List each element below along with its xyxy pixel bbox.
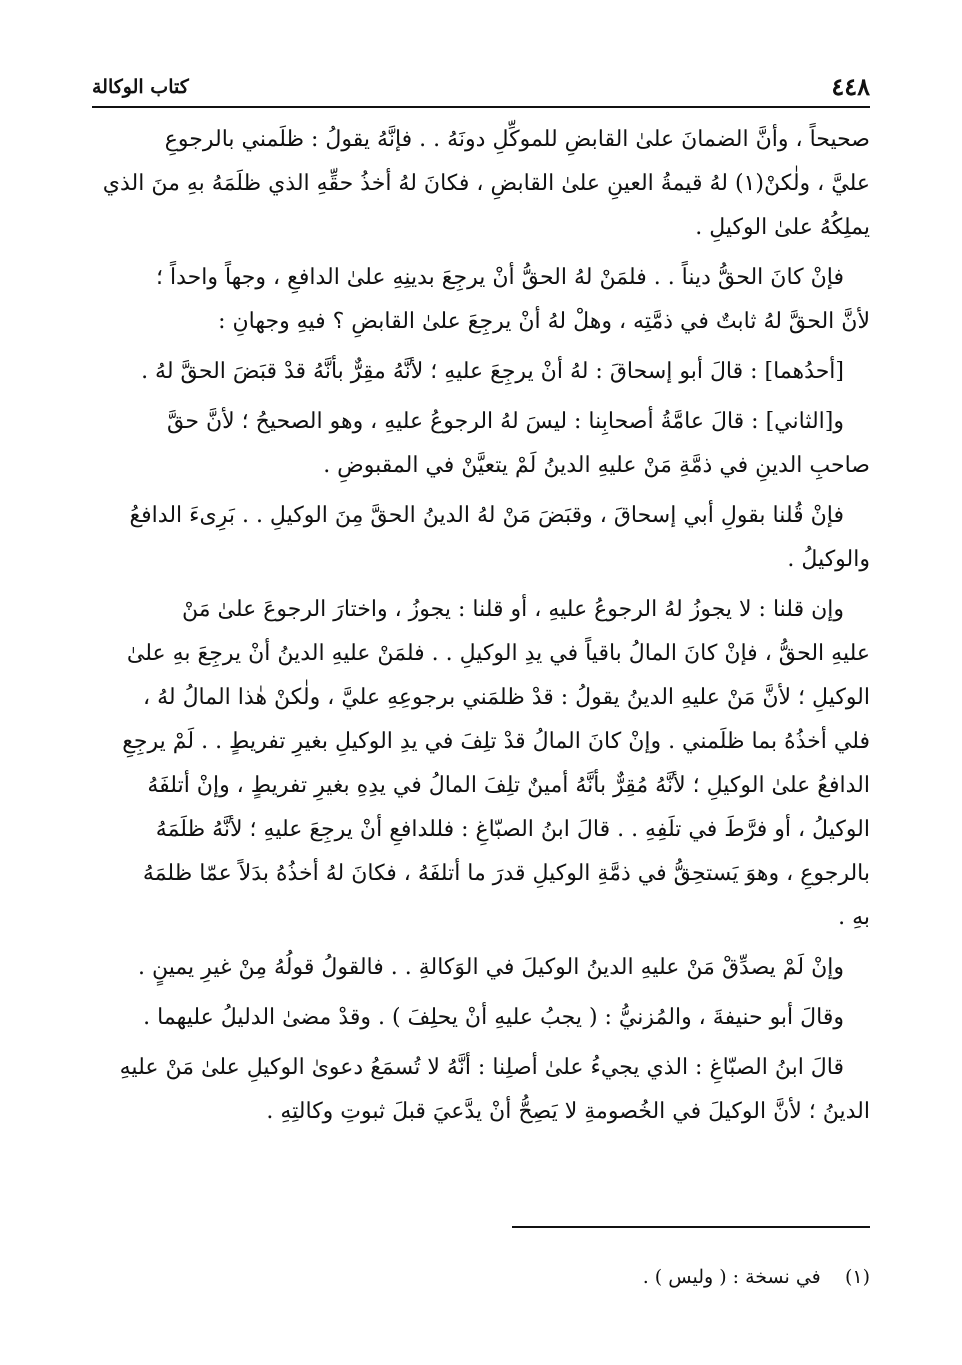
text-line: الدينُ ؛ لأنَّ الوكيلَ في الخُصومةِ لا يَصِحُّ أنْ يدَّعيَ قبلَ ثبوتِ وكالتِهِ . — [266, 1099, 870, 1124]
paragraph-3 — [92, 350, 870, 394]
text-line: فإنْ قُلنا بقولِ أبي إسحاقَ ، وقبَضَ مَنْ لهُ الدينُ الحقَّ مِنَ الوكيلِ . . بَرِىءَ الدافعُ — [129, 503, 844, 528]
paragraph-9 — [92, 1046, 870, 1134]
text-line: صحيحاً ، وأنَّ الضمانَ علىٰ القابضِ للموكِّلِ دونَهُ . . فإنَّهُ يقولُ : ظلَمني بالرجوعِ — [164, 127, 870, 152]
paragraph-8 — [92, 996, 870, 1040]
text-line: والوكيلُ . — [787, 547, 870, 572]
text-line: [أحدُهما] : قالَ أبو إسحاقَ : لهُ أنْ يرجِعَ عليهِ ؛ لأنَّهُ مقِرٌّ بأنَّهُ قدْ قبَضَ الحقَّ لهُ . — [141, 359, 844, 384]
text-line: بهِ . — [838, 905, 870, 930]
paragraph-1 — [92, 118, 870, 250]
text-line: عليهِ الحقُّ ، فإنْ كانَ المالُ باقياً في يدِ الوكيلِ . . فلمَنْ عليهِ الدينُ أنْ يرجِعَ بهِ علىٰ — [126, 641, 870, 666]
main-text — [92, 118, 870, 1140]
text-line: فإنْ كانَ الحقُّ ديناً . . فلمَنْ لهُ الحقُّ أنْ يرجِعَ بدينِهِ علىٰ الدافعِ ، وجهاً واحداً ؛ — [155, 265, 844, 290]
paragraph-2 — [92, 256, 870, 344]
book-title: كتاب الوكالة — [92, 76, 189, 98]
page-header — [92, 68, 870, 108]
text-line: وقالَ أبو حنيفةَ ، والمُزنيُّ : ( يجبُ عليهِ أنْ يحلِفَ ) . وقدْ مضىٰ الدليلُ عليهما . — [143, 1005, 844, 1030]
paragraph-6 — [92, 588, 870, 940]
text-line: صاحبِ الدينِ في ذمَّةِ مَنْ عليهِ الدينُ لَمْ يتعيَّنْ في المقبوضِ . — [323, 453, 870, 478]
text-line: قالَ ابنُ الصبّاغِ : الذي يجيءُ علىٰ أصلِنا : أنَّهُ لا تُسمَعُ دعوىٰ الوكيلِ علىٰ مَنْ عليهِ — [119, 1055, 844, 1080]
text-line: الوكيلُ ، أو فرَّطَ في تلَفِهِ . . قالَ ابنُ الصبّاغِ : فللدافعِ أنْ يرجِعَ عليهِ ؛ لأنَّهُ ظلَمَهُ — [155, 817, 870, 842]
paragraph-7 — [92, 946, 870, 990]
text-line: وإنْ لَمْ يصدِّقْ مَنْ عليهِ الدينُ الوكيلَ في الوَكالةِ . . فالقولُ قولُهُ مِنْ غيرِ يمينٍ . — [137, 955, 844, 980]
text-line: يملِكُهُ علىٰ الوكيلِ . — [695, 215, 870, 240]
footnote-separator — [512, 1226, 870, 1228]
paragraph-5 — [92, 494, 870, 582]
paragraph-4 — [92, 400, 870, 488]
text-line: وإن قلنا : لا يجوزُ لهُ الرجوعُ عليهِ ، أو قلنا : يجوزُ ، واختارَ الرجوعَ علىٰ مَنْ — [181, 597, 844, 622]
text-line: الدافعُ علىٰ الوكيلِ ؛ لأنَّهُ مُقِرٌّ بأنَّهُ أمينٌ تلِفَ المالُ في يدِهِ بغيرِ تفريطٍ ، وإنْ أتلفَهُ — [147, 773, 870, 798]
page-number: ٤٤٨ — [831, 72, 870, 101]
text-line: لأنَّ الحقَّ لهُ ثابتٌ في ذمَّتِه ، وهلْ لهُ أنْ يرجِعَ علىٰ القابضِ ؟ فيهِ وجهانِ : — [218, 309, 870, 334]
text-line: فلي أخذُهُ بما ظلَمني . وإنْ كانَ المالُ قدْ تلِفَ في يدِ الوكيلِ بغيرِ تفريطٍ . . لَمْ يرجِعِ — [122, 729, 870, 754]
footnote-marker: (١) — [844, 1266, 870, 1288]
text-line: عليَّ ، ولٰكنْ(١) لهُ قيمةُ العينِ علىٰ القابضِ ، فكانَ لهُ أخذُ حقِّهِ الذي ظلَمَهُ بهِ منَ الذي — [102, 171, 870, 196]
text-line: و[الثاني] : قالَ عامَّةُ أصحابِنا : ليسَ لهُ الرجوعُ عليهِ ، وهو الصحيحُ ؛ لأنَّ حقَّ — [167, 409, 844, 434]
footnote — [92, 1262, 870, 1292]
text-line: الوكيلِ ؛ لأنَّ مَنْ عليهِ الدينُ يقولُ : قدْ ظلمَني برجوعِهِ عليَّ ، ولٰكنْ هٰذا المالُ لهُ ، — [142, 685, 870, 710]
footnote-text: في نسخة : ( وليس ) . — [642, 1266, 821, 1288]
text-line: بالرجوعِ ، وهوَ يَستحِقُّ في ذمَّةِ الوكيلِ قدرَ ما أتلفَهُ ، فكانَ لهُ أخذُهُ بدَلاً عمّا ظلمَهُ — [142, 861, 870, 886]
